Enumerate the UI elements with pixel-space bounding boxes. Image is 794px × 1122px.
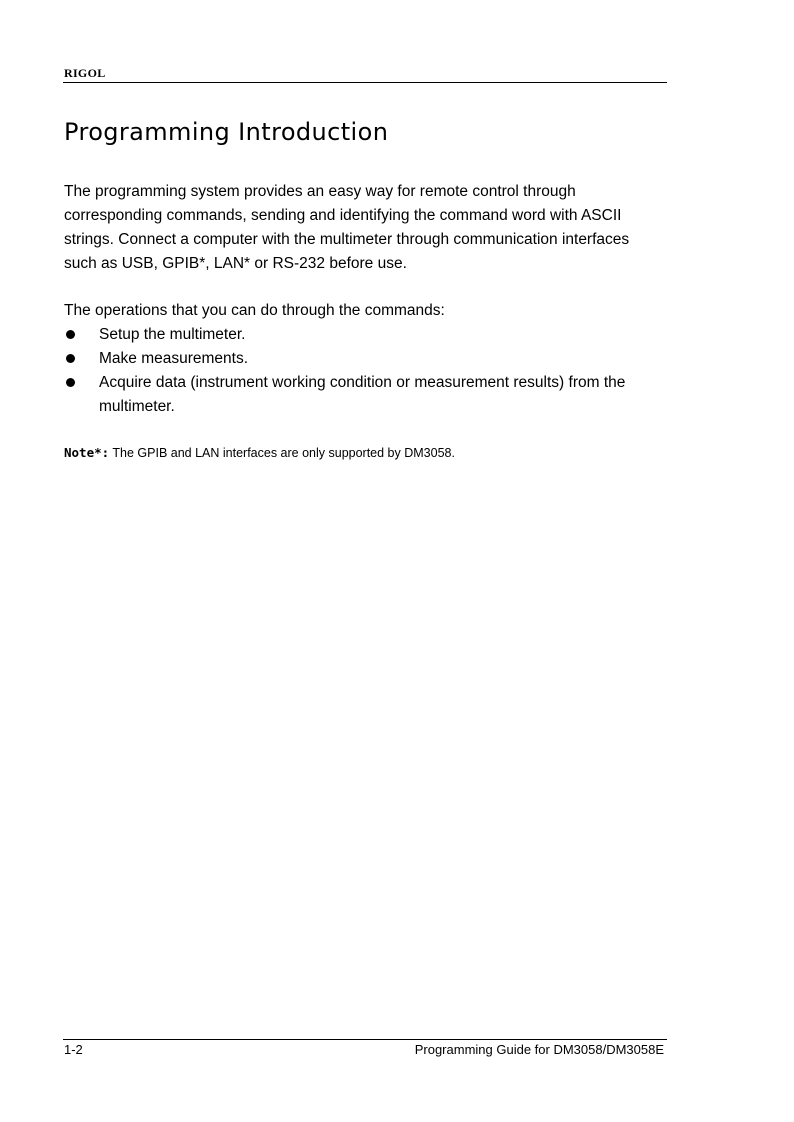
footer-guide-title: Programming Guide for DM3058/DM3058E xyxy=(414,1042,664,1057)
operations-lead: The operations that you can do through the commands: xyxy=(64,302,445,319)
list-item-text: Setup the multimeter. xyxy=(99,326,246,343)
intro-paragraph: The programming system provides an easy way for remote control through corresponding commands, sending and identifying the command word with ASCII strings. Connect a computer with the multimeter through communication interfaces such as USB, GPIB*, LAN* or RS-232 before use. xyxy=(64,183,630,272)
list-item-text: Acquire data (instrument working condition or measurement results) from the multimeter. xyxy=(99,374,626,415)
note xyxy=(64,445,668,461)
list-item xyxy=(64,323,668,347)
page-title: Programming Introduction xyxy=(64,118,389,146)
footer-page-number: 1-2 xyxy=(64,1042,83,1057)
bullet-icon xyxy=(66,330,75,339)
header-brand-logo: RIGOL xyxy=(64,66,106,80)
footer-divider xyxy=(63,1039,667,1040)
bullet-icon xyxy=(66,354,75,363)
operations-list xyxy=(64,323,668,419)
note-text: The GPIB and LAN interfaces are only supported by DM3058. xyxy=(112,446,455,460)
list-item xyxy=(64,347,668,371)
list-item xyxy=(64,371,668,419)
bullet-icon xyxy=(66,378,75,387)
list-item-text: Make measurements. xyxy=(99,350,249,367)
header-divider xyxy=(63,82,667,83)
note-label: Note*: xyxy=(64,445,110,460)
